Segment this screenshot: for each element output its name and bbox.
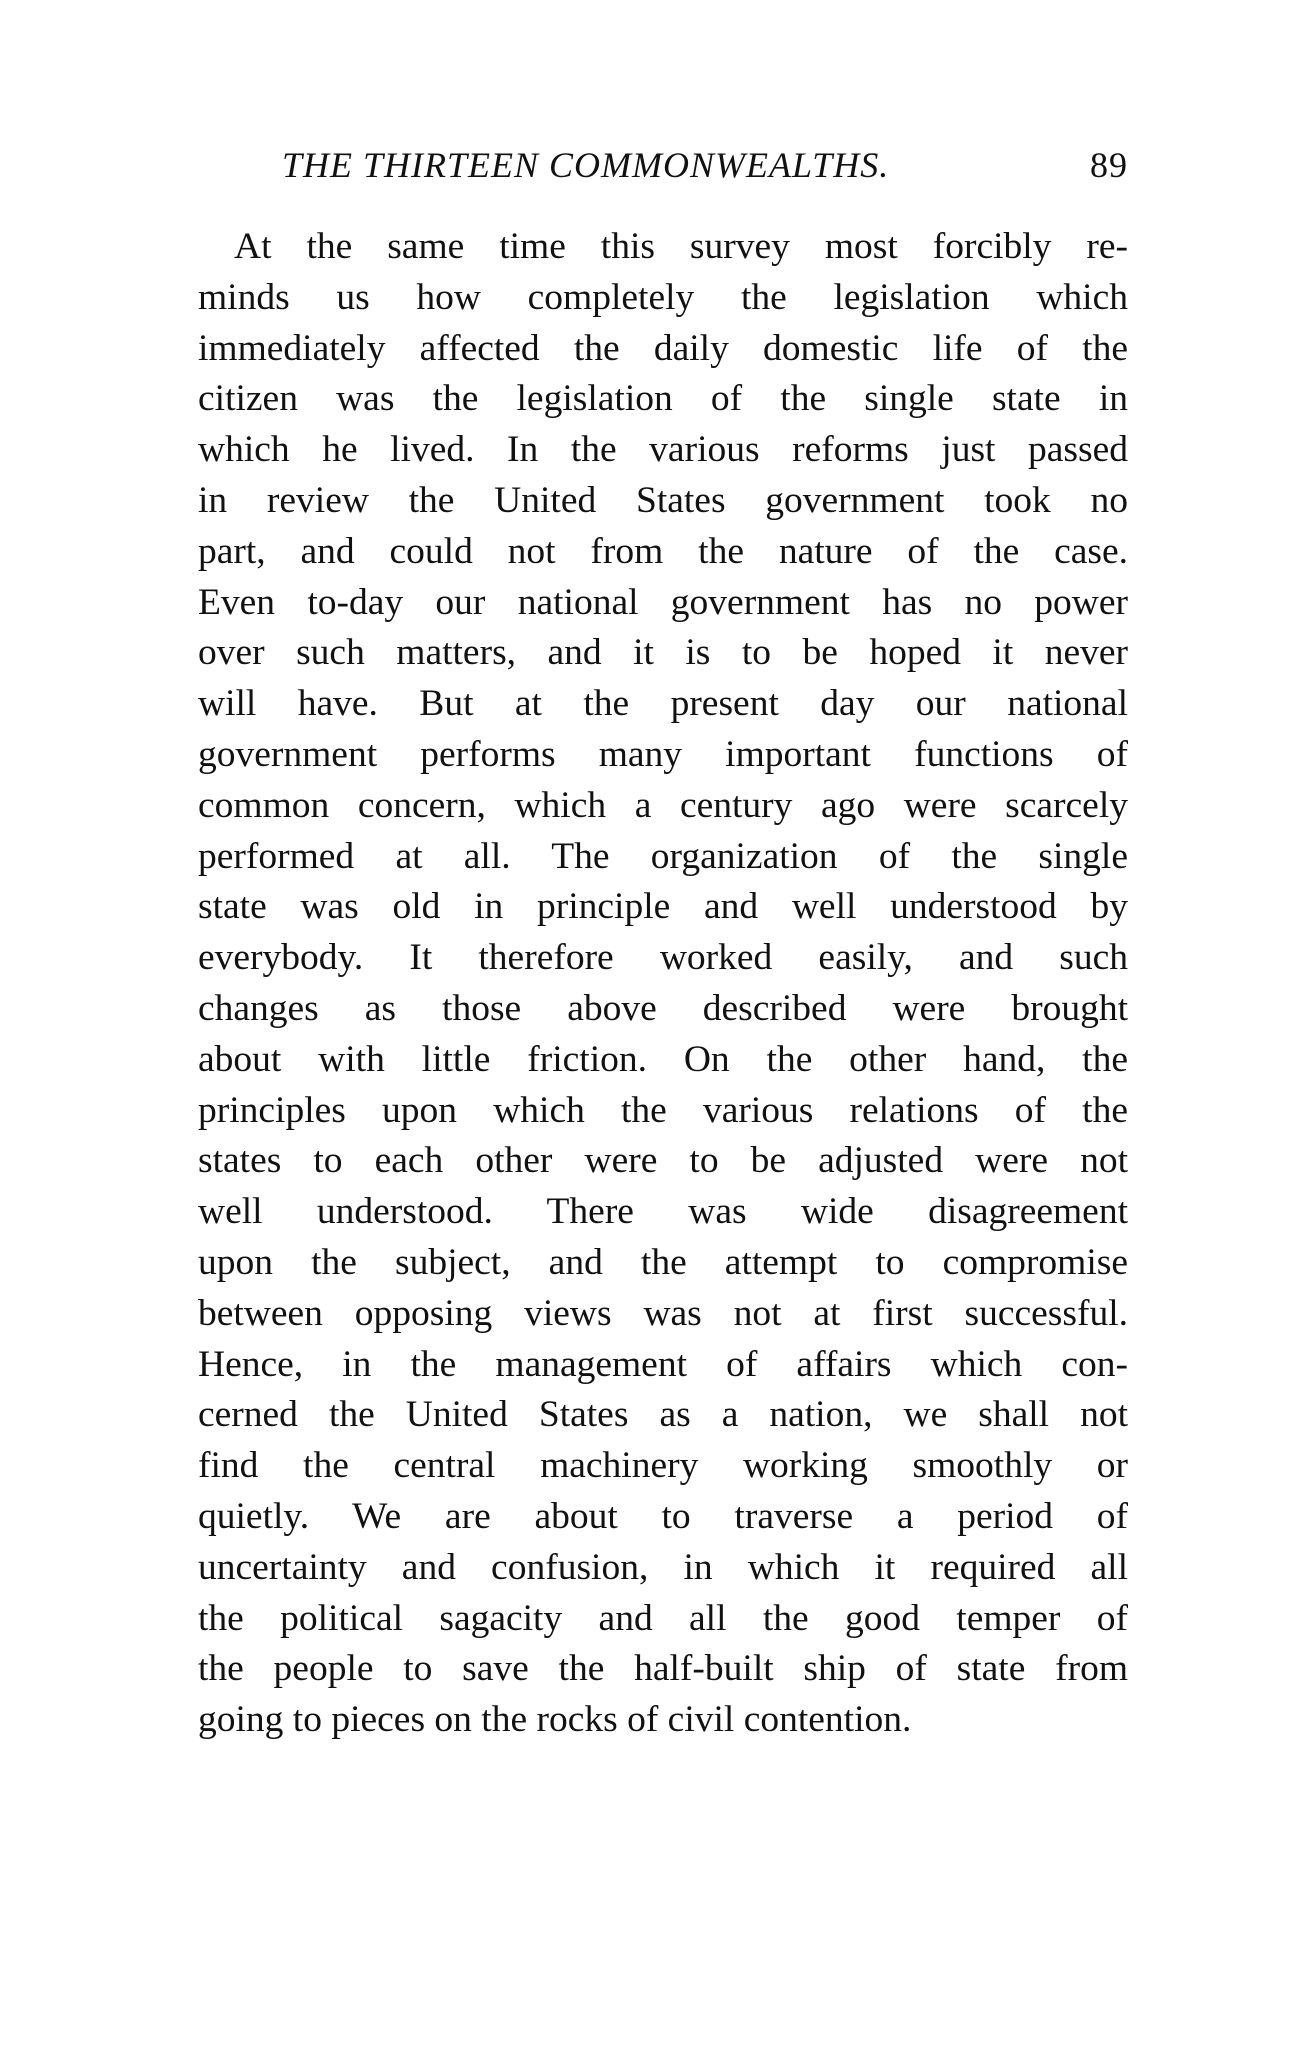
text-line: between opposing views was not at first successful. xyxy=(198,1292,1128,1334)
running-head xyxy=(282,140,1128,190)
text-line: upon the subject, and the attempt to compromise xyxy=(198,1241,1128,1283)
text-line: Hence, in the management of affairs which con- xyxy=(198,1343,1128,1385)
text-line: part, and could not from the nature of the case. xyxy=(198,530,1128,572)
text-line: the political sagacity and all the good temper of xyxy=(198,1597,1128,1639)
text-line: in review the United States government took no xyxy=(198,479,1128,521)
text-line: about with little friction. On the other hand, the xyxy=(198,1038,1128,1080)
text-line: government performs many important functions of xyxy=(198,733,1128,775)
text-line: will have. But at the present day our national xyxy=(198,683,1128,725)
text-line: uncertainty and confusion, in which it required all xyxy=(198,1546,1128,1588)
text-line: minds us how completely the legislation which xyxy=(198,276,1128,318)
text-line: the people to save the half-built ship of state from xyxy=(198,1648,1128,1690)
text-line: quietly. We are about to traverse a period of xyxy=(198,1495,1128,1537)
text-line: immediately affected the daily domestic life of the xyxy=(198,327,1128,369)
text-line: common concern, which a century ago were scarcely xyxy=(198,784,1128,826)
text-line: At the same time this survey most forcibly re- xyxy=(234,226,1128,267)
text-line: Even to-day our national government has no power xyxy=(198,581,1128,623)
page-number: 89 xyxy=(1090,145,1128,185)
running-head-title: THE THIRTEEN COMMONWEALTHS. xyxy=(282,145,890,185)
text-line: going to pieces on the rocks of civil contention. xyxy=(198,1699,912,1741)
text-line: which he lived. In the various reforms just passed xyxy=(198,429,1128,471)
text-line: find the central machinery working smoothly or xyxy=(198,1445,1128,1487)
text-line: principles upon which the various relations of the xyxy=(198,1089,1128,1131)
text-line: well understood. There was wide disagreement xyxy=(198,1191,1128,1233)
text-line: everybody. It therefore worked easily, and such xyxy=(198,937,1128,979)
body-paragraph xyxy=(198,222,1128,1746)
text-line: state was old in principle and well understood by xyxy=(198,886,1128,928)
text-line: over such matters, and it is to be hoped it never xyxy=(198,632,1128,674)
text-line: citizen was the legislation of the single state in xyxy=(198,378,1128,420)
text-line: states to each other were to be adjusted were not xyxy=(198,1140,1128,1182)
text-line: cerned the United States as a nation, we shall not xyxy=(198,1394,1128,1436)
text-line: changes as those above described were brought xyxy=(198,987,1128,1029)
text-line: performed at all. The organization of the single xyxy=(198,835,1128,877)
